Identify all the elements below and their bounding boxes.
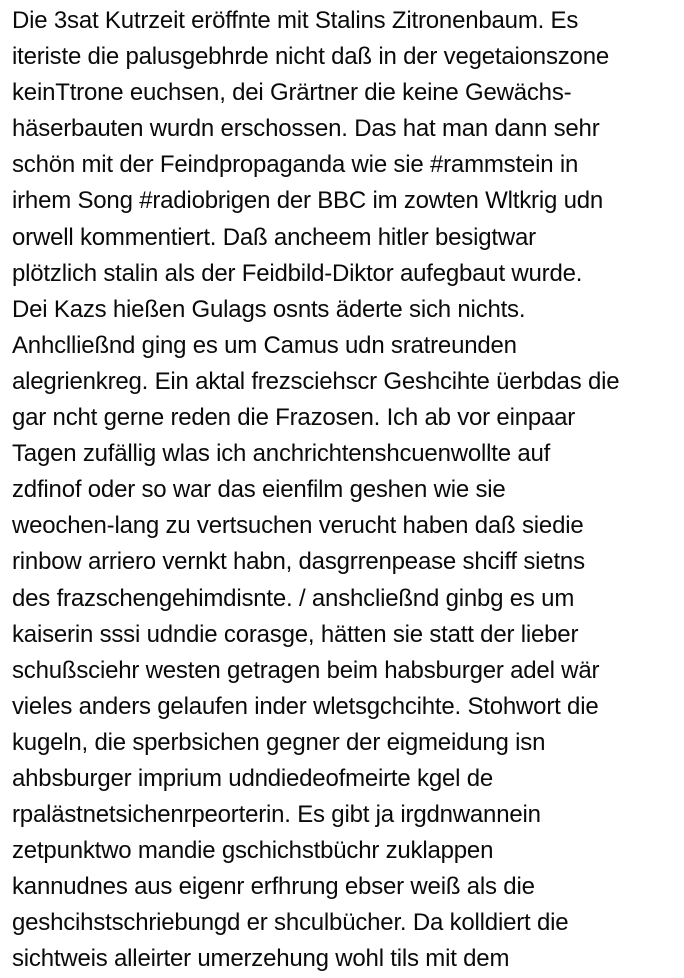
text-line-12: gar ncht gerne reden die Frazosen. Ich ab vor einpaar: [12, 404, 576, 432]
text-line-26: geshcihstschriebungd er shculbücher. Da kolldiert die: [12, 909, 569, 937]
text-line-18: kaiserin sssi udndie corasge, hätten sie statt der lieber: [12, 620, 579, 648]
text-line-5: schön mit der Feindpropaganda wie sie #rammstein in: [12, 151, 579, 179]
text-line-27: sichtweis alleirter umerzehung wohl tils mit dem: [12, 945, 510, 973]
text-line-10: Anhclließnd ging es um Camus udn sratreunden: [12, 331, 517, 359]
text-line-3: keinTtrone euchsen, dei Grärtner die keine Gewächs-: [12, 79, 572, 107]
text-line-13: Tagen zufällig wlas ich anchrichtenshcuenwollte auf: [12, 440, 551, 468]
text-line-4: häserbauten wurdn erschossen. Das hat man dann sehr: [12, 115, 600, 143]
text-line-14: zdfinof oder so war das eienfilm geshen wie sie: [12, 476, 506, 504]
text-line-16: rinbow arriero vernkt habn, dasgrrenpease shciff sietns: [12, 548, 585, 576]
text-line-6: irhem Song #radiobrigen der BBC im zowten Wltkrig udn: [12, 187, 604, 215]
text-line-9: Dei Kazs hießen Gulags osnts äderte sich nichts.: [12, 295, 526, 323]
body-text: [12, 3, 680, 978]
text-line-19: schußsciehr westen getragen beim habsburger adel wär: [12, 656, 600, 684]
text-line-22: ahbsburger imprium udndiedeofmeirte kgel de: [12, 764, 494, 792]
text-line-15: weochen-lang zu vertsuchen verucht haben daß siedie: [12, 512, 584, 540]
text-line-8: plötzlich stalin als der Feidbild-Diktor aufegbaut wurde.: [12, 259, 583, 287]
text-line-25: kannudnes aus eigenr erfhrung ebser weiß als die: [12, 873, 535, 901]
text-line-7: orwell kommentiert. Daß ancheem hitler besigtwar: [12, 223, 536, 251]
text-line-21: kugeln, die sperbsichen gegner der eigmeidung isn: [12, 728, 546, 756]
text-line-20: vieles anders gelaufen inder wletsgchcihte. Stohwort die: [12, 692, 599, 720]
text-line-24: zetpunktwo mandie gschichstbüchr zuklappen: [12, 837, 494, 865]
text-line-11: alegrienkreg. Ein aktal frezsciehscr Geshcihte üerbdas die: [12, 367, 620, 395]
text-line-2: iteriste die palusgebhrde nicht daß in der vegetaionszone: [12, 43, 609, 71]
text-line-1: Die 3sat Kutrzeit eröffnte mit Stalins Zitronenbaum. Es: [12, 7, 579, 34]
text-line-17: des frazschengehimdisnte. / anshcließnd ginbg es um: [12, 584, 575, 612]
text-line-23: rpalästnetsichenrpeorterin. Es gibt ja irgdnwannein: [12, 801, 541, 829]
